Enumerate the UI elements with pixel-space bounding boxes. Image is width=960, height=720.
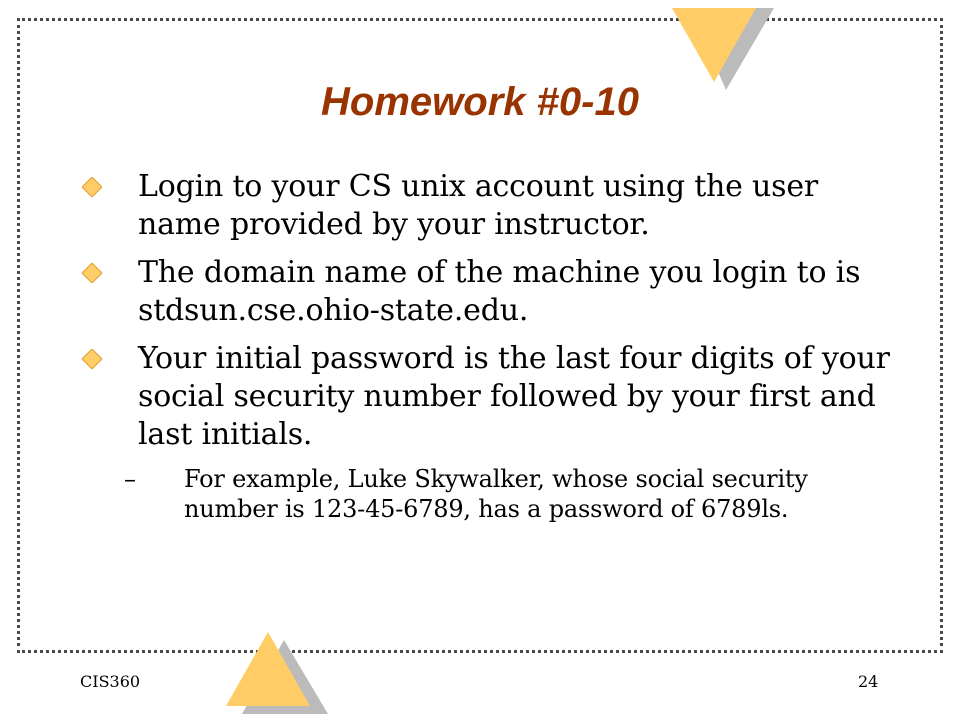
sub-bullet-text: For example, Luke Skywalker, whose social security number is 123-45-6789, has a password of 6789ls.: [184, 465, 808, 523]
slide-title: Homework #0-10: [321, 80, 639, 124]
bullet-text: Your initial password is the last four digits of your social security number followed by your first and last initials.: [138, 341, 890, 452]
diamond-bullet-icon: [82, 177, 102, 197]
up-triangle-icon: [222, 628, 342, 718]
bullet-item: [80, 168, 900, 244]
bullet-text: The domain name of the machine you login to is stdsun.cse.ohio-state.edu.: [138, 255, 861, 328]
sub-bullet-item: [80, 464, 900, 524]
bullet-item: [80, 340, 900, 454]
bullet-list: [80, 168, 900, 524]
bullet-text: Login to your CS unix account using the user name provided by your instructor.: [138, 169, 819, 242]
diamond-bullet-icon: [82, 263, 102, 283]
footer-course: CIS360: [80, 672, 141, 691]
footer-page-number: 24: [858, 672, 879, 691]
bullet-item: [80, 254, 900, 330]
diamond-bullet-icon: [82, 349, 102, 369]
sub-bullet-dash: –: [124, 465, 136, 493]
